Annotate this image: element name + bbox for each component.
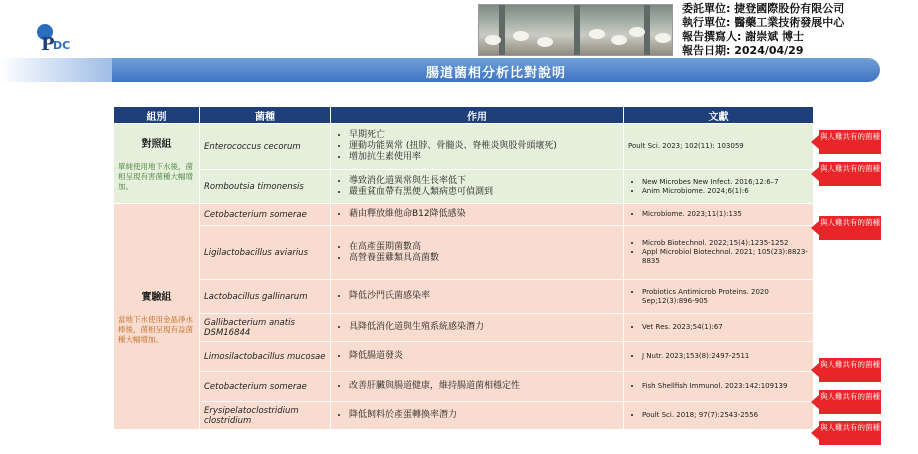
- header-reference: 文獻: [624, 107, 814, 124]
- table-row: [114, 314, 814, 342]
- effect-cell: [331, 372, 624, 402]
- reference-cell: [624, 342, 814, 372]
- shared-species-badge: 與人雞共有的菌種: [819, 358, 881, 382]
- executor-line: 執行單位: 醫藥工業技術發展中心: [682, 16, 845, 29]
- table-row: [114, 372, 814, 402]
- reference-cell: [624, 314, 814, 342]
- shared-species-badge: 與人雞共有的菌種: [819, 162, 881, 186]
- effect-cell: [331, 124, 624, 170]
- effect-item: • 藉由釋放維他命B12降低感染: [349, 209, 619, 220]
- table-row: [114, 170, 814, 204]
- reference-item: • New Microbes New Infect. 2016;12:6–7: [642, 178, 809, 187]
- effect-item: • 導致消化道異常與生長率低下: [349, 176, 619, 187]
- table-header-row: [114, 107, 814, 124]
- shared-species-badge: 與人雞共有的菌種: [819, 130, 881, 154]
- reference-item: • Anim Microbiome. 2024;6(1):6: [642, 187, 809, 196]
- reference-item: • Appl Microbiol Biotechnol. 2021; 105(23):8823-8835: [642, 248, 809, 266]
- shared-species-badge: 與人雞共有的菌種: [819, 390, 881, 414]
- title-bar: [112, 58, 880, 82]
- table-row: [114, 280, 814, 314]
- effect-item: • 在高產蛋期菌數高: [349, 242, 619, 253]
- reference-cell: [624, 204, 814, 226]
- effect-item: • 具降低消化道與生殖系統感染潛力: [349, 322, 619, 333]
- effect-item: • 高營養蛋雞類具高菌數: [349, 253, 619, 264]
- shared-species-badge: 與人雞共有的菌種: [819, 216, 881, 240]
- reference-item: • Vet Res. 2023;54(1):67: [642, 323, 809, 332]
- table-row: [114, 226, 814, 280]
- table-row: [114, 124, 814, 170]
- species-cell: Romboutsia timonensis: [200, 170, 331, 204]
- effect-item: • 改善肝臟與腸道健康，維持腸道菌相穩定性: [349, 381, 619, 392]
- reference-cell: Poult Sci. 2023; 102(11): 103059: [624, 124, 814, 170]
- svg-text:P: P: [41, 34, 55, 54]
- effect-item: • 運動功能異常 (扭脖、骨髓炎、脊椎炎與股骨頭壞死): [349, 141, 619, 152]
- reference-item: • Probiotics Antimicrob Proteins. 2020 Sep;12(3):896-905: [642, 288, 809, 306]
- reference-item: • Microbiome. 2023;11(1):135: [642, 210, 809, 219]
- reference-cell: [624, 280, 814, 314]
- shared-species-badge: 與人雞共有的菌種: [819, 421, 881, 445]
- effect-cell: [331, 226, 624, 280]
- effect-item: • 嚴重貧血帶有黑便人類病患可偵測到: [349, 187, 619, 198]
- effect-cell: [331, 402, 624, 430]
- species-cell: Lactobacillus gallinarum: [200, 280, 331, 314]
- hen-house-photo: [478, 4, 673, 56]
- reference-item: • Microb Biotechnol. 2022;15(4):1235-1252: [642, 239, 809, 248]
- species-cell: Limosilactobacillus mucosae: [200, 342, 331, 372]
- table-row: [114, 204, 814, 226]
- effect-cell: [331, 204, 624, 226]
- reference-item: • J Nutr. 2023;153(8):2497-2511: [642, 352, 809, 361]
- header-group: 組別: [114, 107, 200, 124]
- control-group-cell: [114, 124, 200, 204]
- svg-text:DC: DC: [53, 39, 71, 52]
- effect-item: • 降低腸道發炎: [349, 351, 619, 362]
- title-bar-fade: [0, 58, 112, 82]
- effect-item: • 早期死亡: [349, 130, 619, 141]
- species-cell: Ligilactobacillus aviarius: [200, 226, 331, 280]
- client-line: 委託單位: 捷登國際股份有限公司: [682, 2, 845, 15]
- microbiome-table: [113, 106, 814, 430]
- reference-cell: [624, 372, 814, 402]
- pdc-logo-mark: [33, 22, 81, 54]
- effect-item: • 降低沙門氏菌感染率: [349, 291, 619, 302]
- effect-item: • 降低飼料於產蛋轉換率潛力: [349, 410, 619, 421]
- control-group-desc: 單純使用地下水後，菌相呈現有害菌種大幅增加。: [118, 162, 193, 191]
- table-row: [114, 342, 814, 372]
- date-line: 報告日期: 2024/04/29: [682, 44, 804, 57]
- effect-cell: [331, 342, 624, 372]
- author-line: 報告撰寫人: 謝崇斌 博士: [682, 30, 805, 43]
- table-row: [114, 402, 814, 430]
- effect-cell: [331, 170, 624, 204]
- species-cell: Enterococcus cecorum: [200, 124, 331, 170]
- experiment-group-desc: 當地下水使用金晶淨水棒後，菌相呈現有益菌種大幅增加。: [118, 315, 193, 344]
- effect-cell: [331, 280, 624, 314]
- species-cell: Cetobacterium somerae: [200, 204, 331, 226]
- reference-cell: [624, 226, 814, 280]
- page-title: 腸道菌相分析比對說明: [425, 66, 566, 81]
- effect-cell: [331, 314, 624, 342]
- species-cell: Erysipelatoclostridium clostridium: [200, 402, 331, 430]
- experiment-group-cell: [114, 204, 200, 430]
- header-effect: 作用: [331, 107, 624, 124]
- reference-item: • Poult Sci. 2018; 97(7):2543-2556: [642, 411, 809, 420]
- reference-item: • Fish Shellfish Immunol. 2023:142:109139: [642, 382, 809, 391]
- reference-cell: [624, 170, 814, 204]
- reference-cell: [624, 402, 814, 430]
- species-cell: Gallibacterium anatis DSM16844: [200, 314, 331, 342]
- effect-item: • 增加抗生素使用率: [349, 152, 619, 163]
- species-cell: Cetobacterium somerae: [200, 372, 331, 402]
- experiment-group-name: 實驗組: [141, 292, 172, 303]
- control-group-name: 對照組: [141, 139, 172, 150]
- header-species: 菌種: [200, 107, 331, 124]
- report-info: [682, 2, 844, 58]
